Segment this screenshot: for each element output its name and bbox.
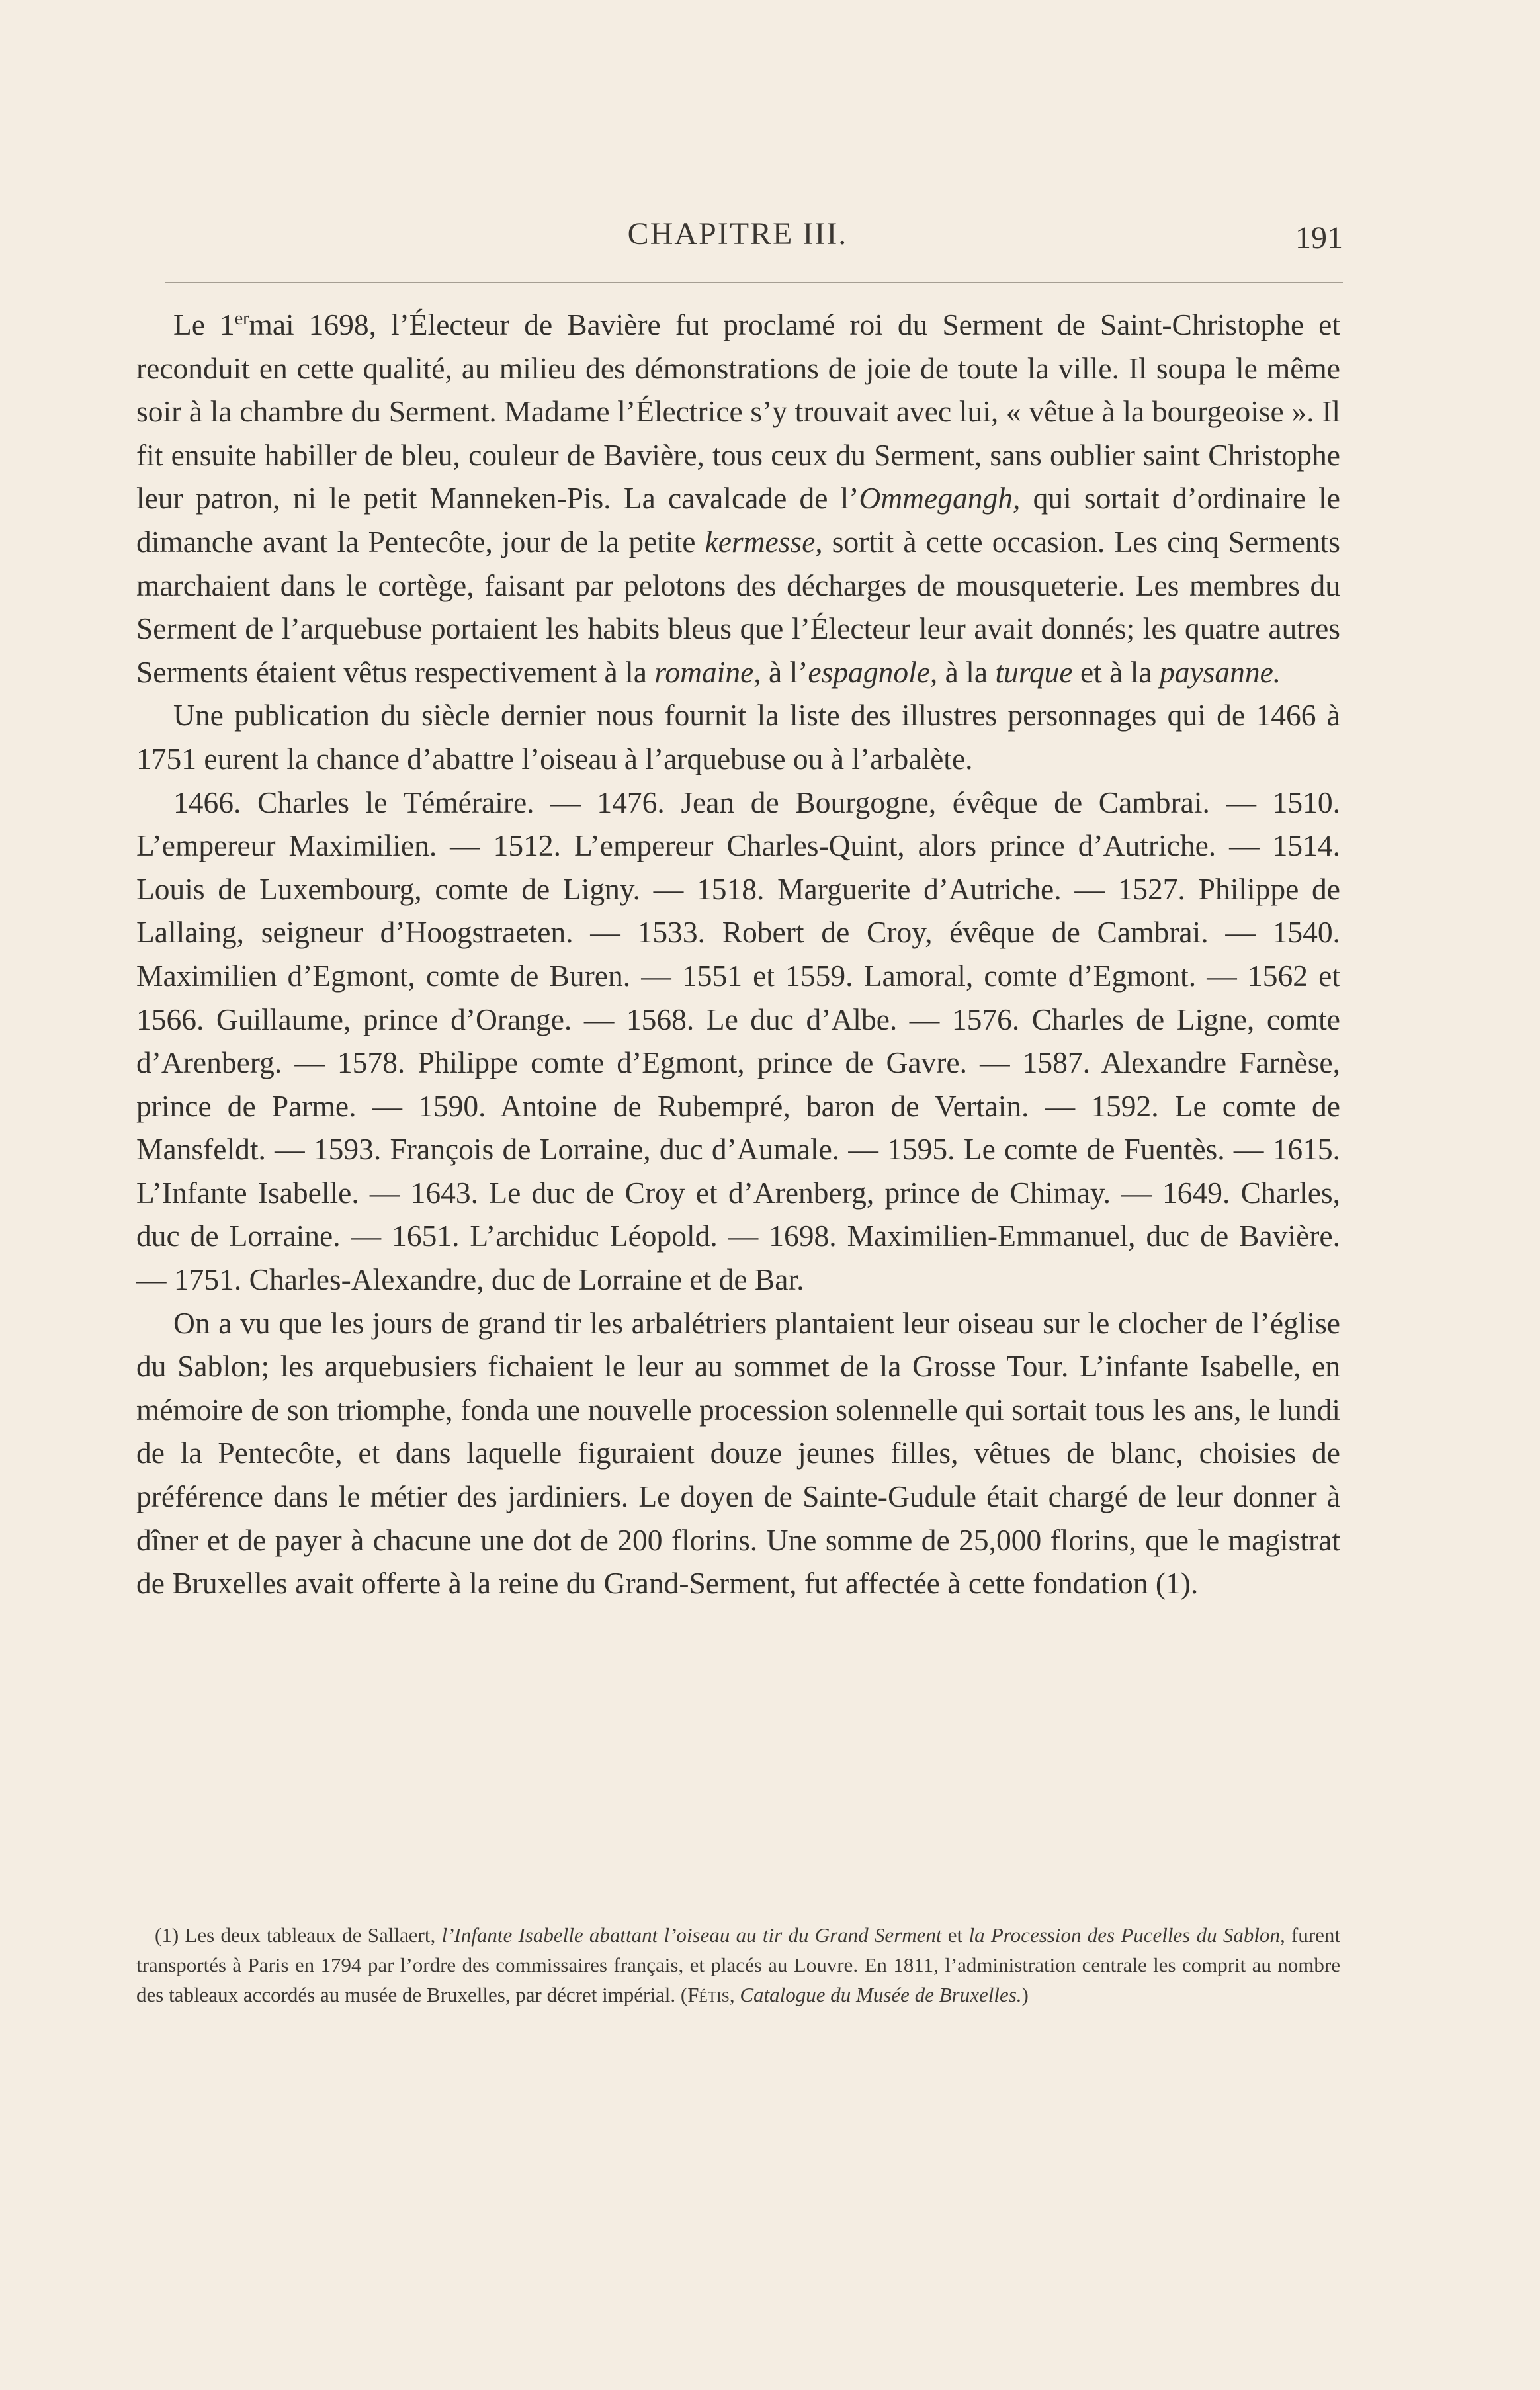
italic-term: espagnole, — [808, 654, 938, 689]
italic-term: Ommegangh, — [859, 481, 1021, 515]
chapter-title: CHAPITRE III. — [627, 216, 848, 251]
header-rule — [165, 282, 1343, 283]
main-text — [136, 303, 1340, 1605]
text-run: furent transportés à Paris en 1794 par l’ordre des commissaires français, et placés au Louvre. En 1811, l’administration centrale les comprit au nombre des tableaux accordés au musée de Bruxelles, par décret impérial. ( — [136, 1924, 1340, 2006]
italic-title: la Procession des Pucelles du Sablon, — [968, 1924, 1285, 1947]
text-run: ) — [1021, 1983, 1029, 2006]
text-run: à la — [937, 654, 996, 689]
superscript: er — [234, 308, 249, 329]
text-run: , — [729, 1983, 740, 2006]
footnote-text — [136, 1920, 1340, 2010]
text-run: sortit à cette occasion. Les cinq Serments marchaient dans le cortège, faisant par pelotons des décharges de mousqueterie. Les membres du Serment de l’arquebuse portaient les habits bleus que l’Électeur leur avait donnés; les quatre autres Serments étaient vêtus respectivement à la — [136, 524, 1340, 689]
text-run: (1) Les deux tableaux de Sallaert, — [155, 1924, 442, 1947]
page-number: 191 — [1295, 220, 1343, 255]
italic-term: paysanne. — [1159, 654, 1281, 689]
footnote — [136, 1920, 1340, 2010]
text-run: et à la — [1072, 654, 1160, 689]
page-header — [132, 210, 1343, 277]
author-name: Fétis — [687, 1983, 730, 2006]
paragraph-4: On a vu que les jours de grand tir les arbalétriers plantaient leur oiseau sur le clocher de l’église du Sablon; les arquebusiers fichaient le leur au sommet de la Grosse Tour. L’infante Isabelle, en mémoire de son triomphe, fonda une nouvelle procession solennelle qui sortait tous les ans, le lundi de la Pentecôte, et dans laquelle figuraient douze jeunes filles, vêtues de blanc, choisies de préférence dans le métier des jardiniers. Le doyen de Sainte-Gudule était chargé de leur donner à dîner et de payer à chacune une dot de 200 florins. Une somme de 25,000 florins, que le magistrat de Bruxelles avait offerte à la reine du Grand-Serment, fut affectée à cette fondation (1). — [136, 1306, 1340, 1601]
italic-term: turque — [995, 654, 1073, 689]
text-run: à l’ — [761, 654, 808, 689]
text-run: et — [941, 1924, 969, 1947]
text-run: qui sortait d’ordinaire le dimanche avant la Pentecôte, jour de la petite — [136, 481, 1340, 558]
italic-term: kermesse, — [705, 524, 823, 558]
text-run: mai 1698, l’Électeur de Bavière fut proclamé roi du Serment de Saint-Christophe et reconduit en cette qualité, au milieu des démonstrations de joie de toute la ville. Il soupa le même soir à la chambre du Serment. Madame l’Électrice s’y trouvait avec lui, « vêtue à la bourgeoise ». Il fit ensuite habiller de bleu, couleur de Bavière, tous ceux du Serment, sans oublier saint Christophe leur patron, ni le petit Manneken-Pis. La cavalcade de l’ — [136, 308, 1340, 515]
paragraph-3-list: 1466. Charles le Téméraire. — 1476. Jean de Bourgogne, évêque de Cambrai. — 1510. L’empereur Maximilien. — 1512. L’empereur Charles-Quint, alors prince d’Autriche. — 1514. Louis de Luxembourg, comte de Ligny. — 1518. Marguerite d’Autriche. — 1527. Philippe de Lallaing, seigneur d’Hoogstraeten. — 1533. Robert de Croy, évêque de Cambrai. — 1540. Maximilien d’Egmont, comte de Buren. — 1551 et 1559. Lamoral, comte d’Egmont. — 1562 et 1566. Guillaume, prince d’Orange. — 1568. Le duc d’Albe. — 1576. Charles de Ligne, comte d’Arenberg. — 1578. Philippe comte d’Egmont, prince de Gavre. — 1587. Alexandre Farnèse, prince de Parme. — 1590. Antoine de Rubempré, baron de Vertain. — 1592. Le comte de Mansfeldt. — 1593. François de Lorraine, duc d’Aumale. — 1595. Le comte de Fuentès. — 1615. L’Infante Isabelle. — 1643. Le duc de Croy et d’Arenberg, prince de Chimay. — 1649. Charles, duc de Lorraine. — 1651. L’archiduc Léopold. — 1698. Maximilien-Emmanuel, duc de Bavière. — 1751. Charles-Alexandre, duc de Lorraine et de Bar. — [136, 785, 1340, 1297]
italic-title: l’Infante Isabelle abattant l’oiseau au tir du Grand Serment — [441, 1924, 942, 1947]
text-run: Le 1 — [173, 308, 235, 341]
paragraph-2: Une publication du siècle dernier nous fournit la liste des illustres personnages qui de 1466 à 1751 eurent la chance d’abattre l’oiseau à l’arquebuse ou à l’arbalète. — [136, 698, 1340, 775]
italic-title: Catalogue du Musée de Bruxelles. — [740, 1983, 1022, 2006]
italic-term: romaine, — [654, 654, 761, 689]
paragraph-1 — [136, 303, 1340, 693]
